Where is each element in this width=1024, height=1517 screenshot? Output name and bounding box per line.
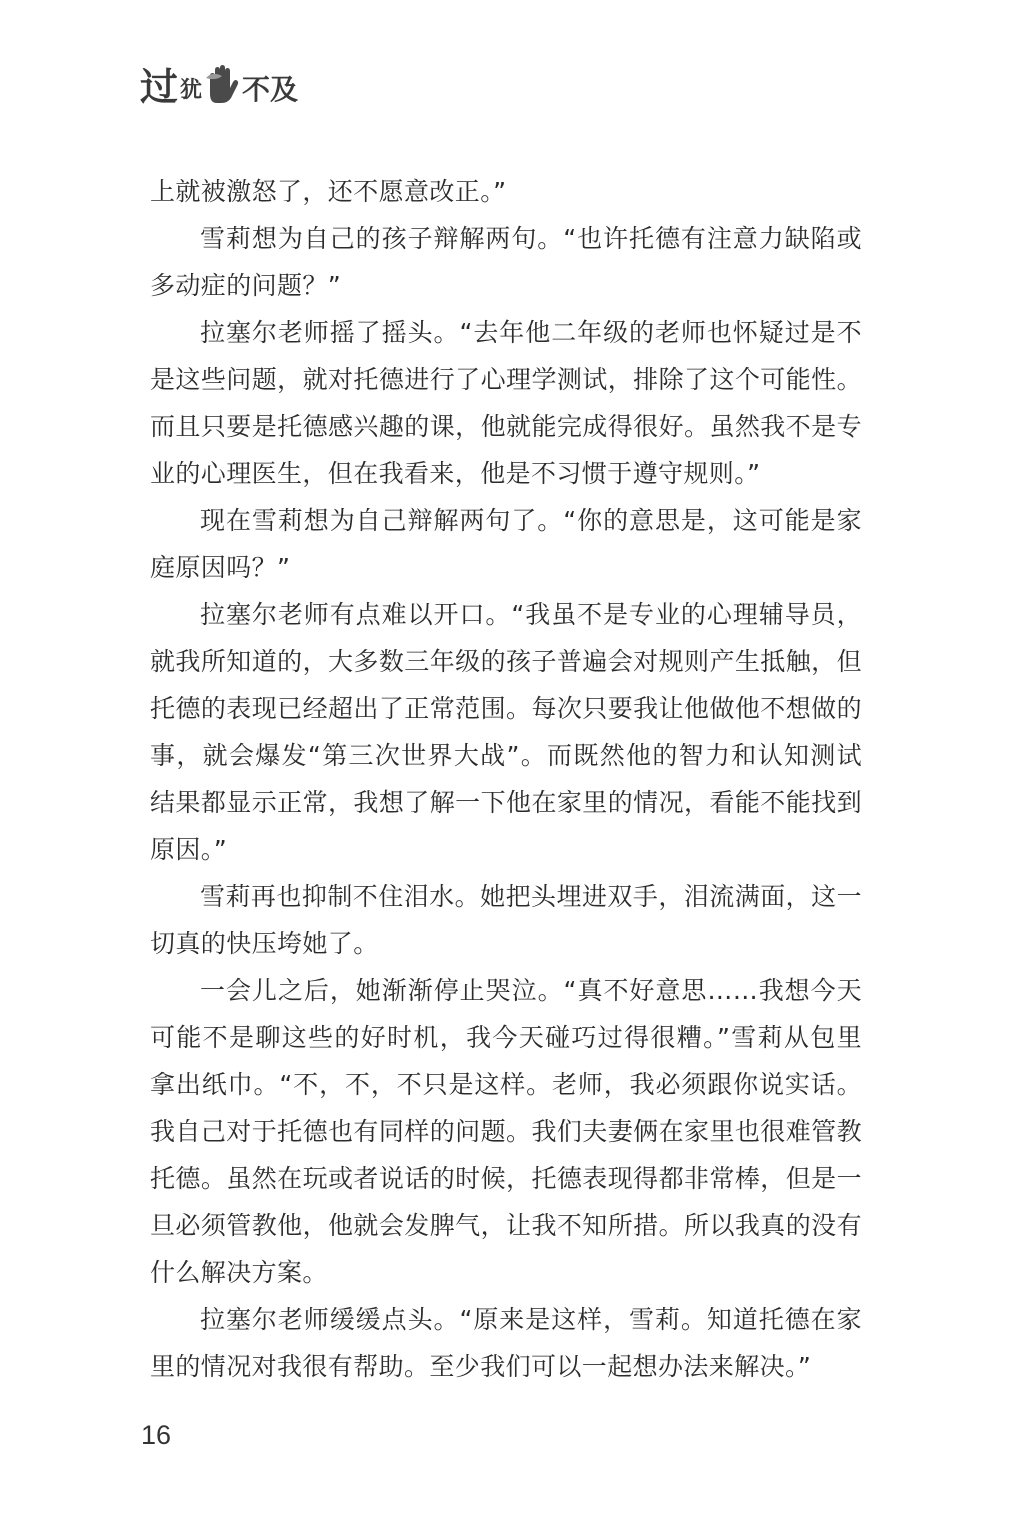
paragraph: 拉塞尔老师摇了摇头。“去年他二年级的老师也怀疑过是不是这些问题，就对托德进行了心理学测试，排除了这个可能性。而且只要是托德感兴趣的课，他就能完成得很好。虽然我不是专业的心理医生，但在我看来，他是不习惯于遵守规则。” xyxy=(150,318,862,488)
logo-char-bu-ji: 不及 xyxy=(242,73,299,106)
hand-icon xyxy=(204,64,240,104)
paragraph: 现在雪莉想为自己辩解两句了。“你的意思是，这可能是家庭原因吗？” xyxy=(150,506,862,582)
page-header-logo xyxy=(140,54,299,109)
paragraph: 一会儿之后，她渐渐停止哭泣。“真不好意思……我想今天可能不是聊这些的好时机，我今天碰巧过得很糟。”雪莉从包里拿出纸巾。“不，不，不只是这样。老师，我必须跟你说实话。我自己对于托德也有同样的问题。我们夫妻俩在家里也很难管教托德。虽然在玩或者说话的时候，托德表现得都非常棒，但是一旦必须管教他，他就会发脾气，让我不知所措。所以我真的没有什么解决方案。 xyxy=(150,976,862,1287)
logo-char-guo: 过 xyxy=(140,65,179,109)
page-number: 16 xyxy=(141,1420,172,1450)
paragraph: 雪莉再也抑制不住泪水。她把头埋进双手，泪流满面，这一切真的快压垮她了。 xyxy=(150,882,862,958)
paragraph: 拉塞尔老师有点难以开口。“我虽不是专业的心理辅导员，就我所知道的，大多数三年级的孩子普遍会对规则产生抵触，但托德的表现已经超出了正常范围。每次只要我让他做他不想做的事，就会爆发“第三次世界大战”。而既然他的智力和认知测试结果都显示正常，我想了解一下他在家里的情况，看能不能找到原因。” xyxy=(150,600,862,864)
logo-char-you: 犹 xyxy=(180,78,203,103)
paragraph: 拉塞尔老师缓缓点头。“原来是这样，雪莉。知道托德在家里的情况对我很有帮助。至少我们可以一起想办法来解决。” xyxy=(150,1305,862,1381)
paragraph: 上就被激怒了，还不愿意改正。” xyxy=(150,177,507,206)
paragraph: 雪莉想为自己的孩子辩解两句。“也许托德有注意力缺陷或多动症的问题？” xyxy=(150,224,862,300)
body-text xyxy=(150,168,862,1390)
